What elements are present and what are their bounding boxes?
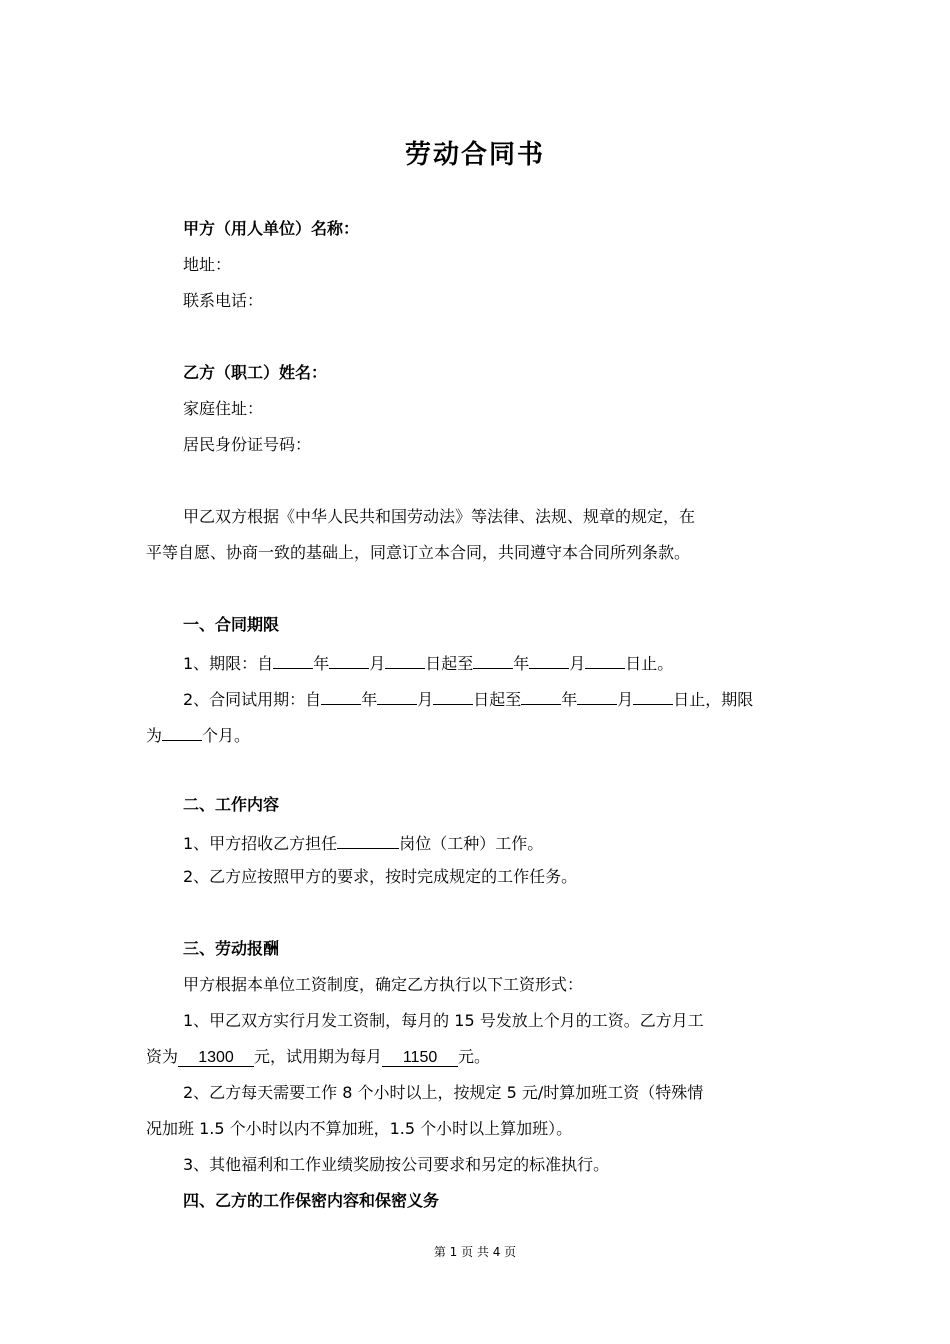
- party-a-phone-label: 联系电话：: [183, 291, 264, 310]
- preamble-line-1: 甲乙双方根据《中华人民共和国劳动法》等法律、法规、规章的规定，在: [183, 507, 696, 526]
- party-b-home-address-label: 家庭住址：: [183, 399, 264, 418]
- overtime-line-1: 2、乙方每天需要工作 8 个小时以上，按规定 5 元/时算加班工资（特殊情: [183, 1083, 704, 1102]
- probation-start-month-blank[interactable]: [377, 687, 417, 705]
- party-b-name-label: 乙方（职工）姓名：: [183, 363, 328, 382]
- probation-day-end-label: 日止，期限: [673, 690, 754, 709]
- job-duty-line: 2、乙方应按照甲方的要求，按时完成规定的工作任务。: [183, 867, 578, 886]
- salary-prefix: 资为: [146, 1047, 179, 1066]
- section-1-heading: 一、合同期限: [183, 615, 280, 634]
- probation-months-blank[interactable]: [162, 723, 202, 741]
- section-4-heading: 四、乙方的工作保密内容和保密义务: [183, 1191, 440, 1210]
- term-month2-label: 月: [569, 654, 586, 673]
- overtime-line-2: 况加班 1.5 个小时以内不算加班，1.5 个小时以上算加班）。: [146, 1119, 573, 1138]
- term-day-end-label: 日止。: [625, 654, 674, 673]
- probation-end-year-blank[interactable]: [521, 687, 561, 705]
- term-end-year-blank[interactable]: [473, 651, 513, 669]
- salary-mid: 元，试用期为每月: [254, 1047, 383, 1066]
- salary-suffix: 元。: [458, 1047, 491, 1066]
- document-title: 劳动合同书: [404, 140, 545, 170]
- party-a-address-label: 地址：: [183, 255, 232, 274]
- probation-salary-value[interactable]: 1150: [382, 1049, 458, 1067]
- term-start-day-blank[interactable]: [385, 651, 425, 669]
- probation-wrap-prefix: 为: [146, 726, 163, 745]
- salary-item1-line-1: 1、甲乙双方实行月发工资制，每月的 15 号发放上个月的工资。乙方月工: [183, 1011, 704, 1030]
- contract-term-line: [183, 651, 673, 674]
- preamble-line-2: 平等自愿、协商一致的基础上，同意订立本合同，共同遵守本合同所列条款。: [146, 543, 691, 562]
- probation-end-day-blank[interactable]: [633, 687, 673, 705]
- probation-year2-label: 年: [561, 690, 578, 709]
- probation-prefix: 2、合同试用期：自: [183, 690, 322, 709]
- term-year2-label: 年: [513, 654, 530, 673]
- job-item1-prefix: 1、甲方招收乙方担任: [183, 834, 338, 853]
- term-start-year-blank[interactable]: [273, 651, 313, 669]
- probation-month-label: 月: [417, 690, 434, 709]
- term-prefix: 1、期限：自: [183, 654, 274, 673]
- page-footer: 第 1 页 共 4 页: [433, 1245, 517, 1259]
- term-month-label: 月: [369, 654, 386, 673]
- probation-wrap-suffix: 个月。: [202, 726, 251, 745]
- term-year-label: 年: [313, 654, 330, 673]
- job-position-blank[interactable]: [337, 831, 399, 849]
- section-2-heading: 二、工作内容: [183, 795, 280, 814]
- probation-day-from-label: 日起至: [473, 690, 522, 709]
- probation-term-line: [183, 687, 753, 710]
- term-day-from-label: 日起至: [425, 654, 474, 673]
- section-3-heading: 三、劳动报酬: [183, 939, 280, 958]
- term-end-day-blank[interactable]: [585, 651, 625, 669]
- party-b-id-label: 居民身份证号码：: [183, 435, 312, 454]
- party-a-name-label: 甲方（用人单位）名称：: [183, 219, 360, 238]
- job-position-line: [183, 831, 543, 854]
- term-end-month-blank[interactable]: [529, 651, 569, 669]
- salary-intro-line: 甲方根据本单位工资制度，确定乙方执行以下工资形式：: [183, 975, 584, 994]
- probation-duration-line: [146, 723, 250, 746]
- job-item1-suffix: 岗位（工种）工作。: [399, 834, 544, 853]
- salary-item1-line-2: [146, 1047, 490, 1067]
- probation-end-month-blank[interactable]: [577, 687, 617, 705]
- probation-start-day-blank[interactable]: [433, 687, 473, 705]
- term-start-month-blank[interactable]: [329, 651, 369, 669]
- probation-month2-label: 月: [617, 690, 634, 709]
- probation-start-year-blank[interactable]: [321, 687, 361, 705]
- probation-year-label: 年: [361, 690, 378, 709]
- benefits-line: 3、其他福利和工作业绩奖励按公司要求和另定的标准执行。: [183, 1155, 610, 1174]
- monthly-salary-value[interactable]: 1300: [178, 1049, 254, 1067]
